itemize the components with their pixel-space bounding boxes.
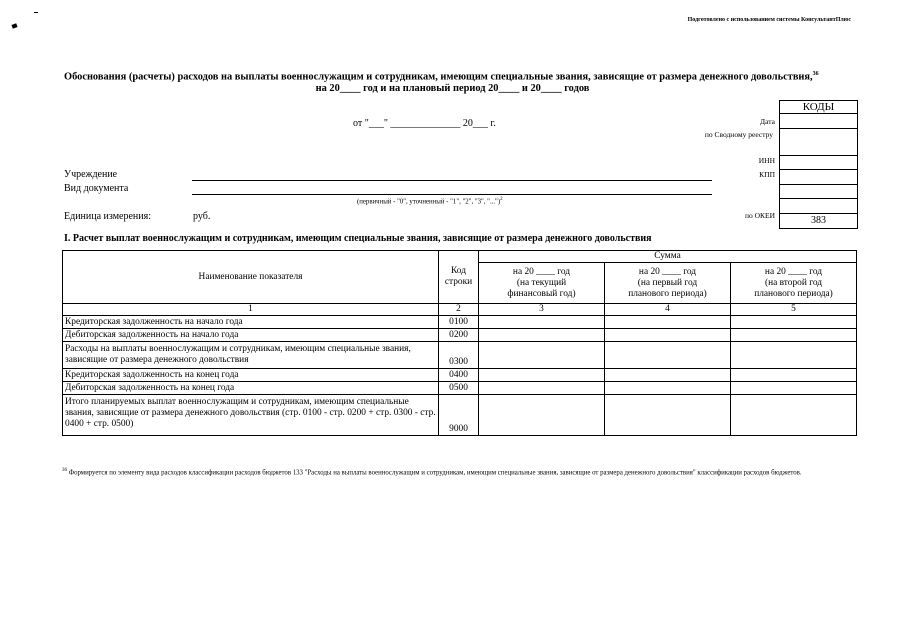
label-kpp: КПП: [759, 170, 775, 179]
header-note: Подготовлено с использованием системы КонсультантПлюс: [687, 17, 851, 23]
footnote: [62, 466, 856, 477]
cell-sum-year-2[interactable]: [605, 342, 731, 369]
year-2-line-2: (на первый год: [637, 277, 698, 288]
institution-label: Учреждение: [64, 169, 118, 180]
doc-type-hint-text: (первичный - "0", уточненный - "1", "2", "3", "..."): [357, 198, 501, 206]
table-row: [63, 329, 857, 342]
calculation-table: [62, 250, 857, 436]
cell-sum-year-2[interactable]: [605, 382, 731, 395]
col-header-year-2: [605, 263, 731, 304]
code-okei-cell[interactable]: 383: [780, 213, 857, 228]
cell-sum-year-3[interactable]: [731, 316, 857, 329]
cell-sum-year-2[interactable]: [605, 369, 731, 382]
cell-sum-year-3[interactable]: [731, 395, 857, 436]
label-inn: ИНН: [758, 156, 775, 165]
cell-sum-year-3[interactable]: [731, 329, 857, 342]
label-registry: по Сводному реестру: [704, 130, 773, 139]
row-code: 0500: [439, 382, 479, 395]
cell-sum-year-1[interactable]: [479, 382, 605, 395]
code-kpp-cell[interactable]: [780, 169, 857, 184]
table-row: [63, 382, 857, 395]
table-row-total: [63, 395, 857, 436]
cell-sum-year-3[interactable]: [731, 342, 857, 369]
footnote-text: Формируется по элементу вида расходов классификации расходов бюджетов 133 "Расходы на выплаты военнослужащим и сотрудникам, имеющим специальные звания, зависящие от размера денежного довольствия" классификации расходов бюджетов.: [68, 469, 802, 477]
document-title: [64, 71, 819, 82]
cell-sum-year-1[interactable]: [479, 329, 605, 342]
year-1-line-1: на 20 ____ год: [512, 266, 571, 277]
year-2-line-3: планового периода): [628, 288, 707, 299]
col-header-year-3: [731, 263, 857, 304]
section-title: I. Расчет выплат военнослужащим и сотрудникам, имеющим специальные звания, зависящие от размера денежного довольствия: [64, 233, 652, 244]
row-code: 9000: [439, 395, 479, 436]
table-header-row: [63, 251, 857, 263]
title-line-2: на 20____ год и на плановый период 20____ и 20____ годов: [315, 83, 590, 94]
col-header-name: Наименование показателя: [63, 251, 439, 304]
cell-sum-year-1[interactable]: [479, 342, 605, 369]
code-date-cell[interactable]: [780, 114, 857, 128]
cell-sum-year-1[interactable]: [479, 316, 605, 329]
row-name: Кредиторская задолженность на конец года: [63, 369, 439, 382]
year-2-line-1: на 20 ____ год: [638, 266, 697, 277]
unit-value: руб.: [193, 211, 211, 222]
doc-type-hint-ref: 2: [500, 197, 503, 202]
row-code: 0100: [439, 316, 479, 329]
code-blank-cell-2[interactable]: [780, 198, 857, 213]
col-number: 1: [63, 304, 439, 316]
col-number: 4: [605, 304, 731, 316]
footnote-ref: 36: [62, 468, 67, 473]
scan-mark: [11, 23, 17, 28]
title-footnote-ref: 36: [812, 71, 819, 77]
unit-label: Единица измерения:: [64, 211, 151, 222]
row-name: Расходы на выплаты военнослужащим и сотрудникам, имеющим специальные звания, зависящие от размера денежного довольствия: [63, 342, 439, 369]
cell-sum-year-2[interactable]: [605, 395, 731, 436]
doc-type-label: Вид документа: [64, 183, 129, 194]
col-number: 2: [439, 304, 479, 316]
col-header-year-1: [479, 263, 605, 304]
col-number: 5: [731, 304, 857, 316]
table-row: [63, 316, 857, 329]
doc-type-field-line[interactable]: [192, 194, 712, 195]
title-line-1: Обоснования (расчеты) расходов на выплаты военнослужащим и сотрудникам, имеющим специальные звания, зависящие от размера денежного довольствия,: [64, 71, 813, 83]
row-name: Кредиторская задолженность на начало года: [63, 316, 439, 329]
column-numbers-row: [63, 304, 857, 316]
row-name: Дебиторская задолженность на начало года: [63, 329, 439, 342]
row-code: 0200: [439, 329, 479, 342]
row-name: Дебиторская задолженность на конец года: [63, 382, 439, 395]
date-line: от "___" ______________ 20___ г.: [353, 118, 496, 129]
cell-sum-year-2[interactable]: [605, 316, 731, 329]
codes-header: КОДЫ: [780, 101, 857, 114]
cell-sum-year-3[interactable]: [731, 382, 857, 395]
cell-sum-year-2[interactable]: [605, 329, 731, 342]
row-code: 0300: [439, 342, 479, 369]
cell-sum-year-1[interactable]: [479, 395, 605, 436]
label-okei: по ОКЕИ: [744, 211, 775, 220]
year-3-line-1: на 20 ____ год: [764, 266, 823, 277]
cell-sum-year-3[interactable]: [731, 369, 857, 382]
institution-field-line[interactable]: [192, 180, 712, 181]
year-3-line-2: (на второй год: [764, 277, 823, 288]
table-row: [63, 369, 857, 382]
year-1-line-2: (на текущий: [516, 277, 567, 288]
year-1-line-3: финансовый год): [507, 288, 576, 299]
label-date: Дата: [760, 117, 775, 126]
row-code: 0400: [439, 369, 479, 382]
table-row: [63, 342, 857, 369]
row-name: Итого планируемых выплат военнослужащим и сотрудникам, имеющим специальные звания, зависящие от размера денежного довольствия (стр. 0100 - стр. 0200 + стр. 0300 - стр. 0400 + стр. 0500): [63, 395, 439, 436]
code-inn-cell[interactable]: [780, 155, 857, 170]
year-3-line-3: планового периода): [754, 288, 833, 299]
col-number: 3: [479, 304, 605, 316]
cell-sum-year-1[interactable]: [479, 369, 605, 382]
col-header-sum: Сумма: [479, 251, 857, 263]
doc-type-hint: [357, 197, 503, 205]
code-registry-cell[interactable]: [780, 128, 857, 155]
code-blank-cell[interactable]: [780, 184, 857, 199]
codes-box: [779, 100, 858, 229]
scan-mark: [34, 12, 38, 13]
col-header-code: Код строки: [439, 251, 479, 304]
